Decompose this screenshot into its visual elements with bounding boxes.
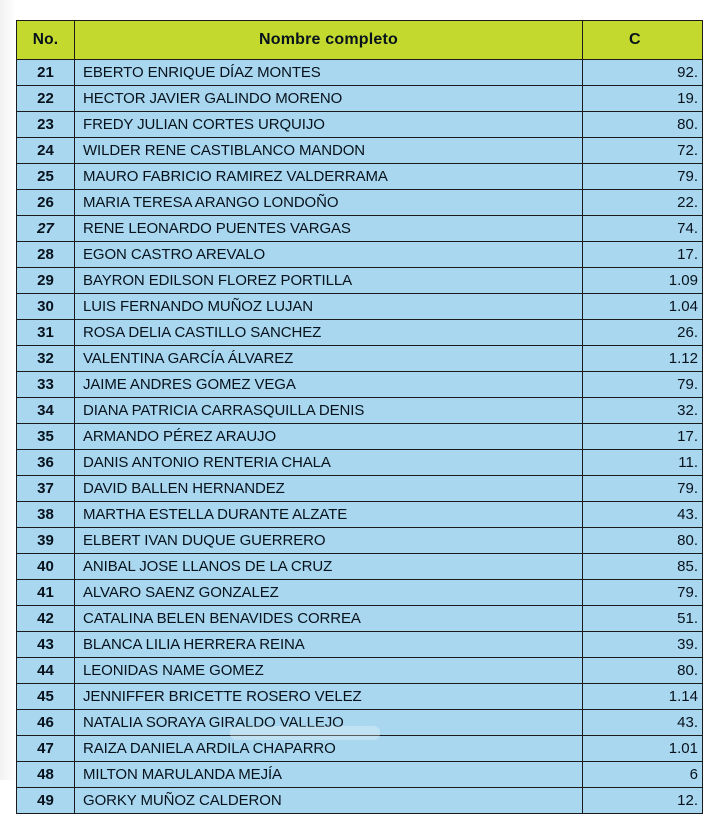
table-row bbox=[17, 476, 703, 502]
table-row bbox=[17, 216, 703, 242]
cell-value: 74. bbox=[583, 216, 703, 242]
cell-value: 12. bbox=[583, 788, 703, 814]
cell-full-name: ROSA DELIA CASTILLO SANCHEZ bbox=[75, 320, 583, 346]
table-row bbox=[17, 190, 703, 216]
cell-value: 1.12 bbox=[583, 346, 703, 372]
table-row bbox=[17, 554, 703, 580]
cell-full-name: HECTOR JAVIER GALINDO MORENO bbox=[75, 86, 583, 112]
cell-no: 38 bbox=[17, 502, 75, 528]
cell-no: 39 bbox=[17, 528, 75, 554]
cell-no: 28 bbox=[17, 242, 75, 268]
table-row bbox=[17, 294, 703, 320]
cell-full-name: DIANA PATRICIA CARRASQUILLA DENIS bbox=[75, 398, 583, 424]
cell-no: 49 bbox=[17, 788, 75, 814]
table-row bbox=[17, 762, 703, 788]
cell-value: 79. bbox=[583, 580, 703, 606]
cell-value: 19. bbox=[583, 86, 703, 112]
cell-full-name: DANIS ANTONIO RENTERIA CHALA bbox=[75, 450, 583, 476]
cell-no: 43 bbox=[17, 632, 75, 658]
cell-full-name: FREDY JULIAN CORTES URQUIJO bbox=[75, 112, 583, 138]
table-header-row bbox=[17, 21, 703, 60]
cell-full-name: JENNIFFER BRICETTE ROSERO VELEZ bbox=[75, 684, 583, 710]
cell-full-name: MARTHA ESTELLA DURANTE ALZATE bbox=[75, 502, 583, 528]
column-header-name: Nombre completo bbox=[75, 21, 583, 60]
cell-no: 33 bbox=[17, 372, 75, 398]
cell-no: 48 bbox=[17, 762, 75, 788]
cell-no: 24 bbox=[17, 138, 75, 164]
table-row bbox=[17, 346, 703, 372]
column-header-no: No. bbox=[17, 21, 75, 60]
cell-full-name: ARMANDO PÉREZ ARAUJO bbox=[75, 424, 583, 450]
cell-full-name: VALENTINA GARCÍA ÁLVAREZ bbox=[75, 346, 583, 372]
cell-no: 21 bbox=[17, 60, 75, 86]
table-row bbox=[17, 398, 703, 424]
table-header bbox=[17, 21, 703, 60]
cell-value: 79. bbox=[583, 164, 703, 190]
cell-no: 30 bbox=[17, 294, 75, 320]
cell-value: 11. bbox=[583, 450, 703, 476]
cell-value: 72. bbox=[583, 138, 703, 164]
cell-no: 36 bbox=[17, 450, 75, 476]
table-row bbox=[17, 164, 703, 190]
table-row bbox=[17, 86, 703, 112]
cell-value: 26. bbox=[583, 320, 703, 346]
cell-full-name: MILTON MARULANDA MEJÍA bbox=[75, 762, 583, 788]
cell-value: 43. bbox=[583, 502, 703, 528]
cell-full-name: LEONIDAS NAME GOMEZ bbox=[75, 658, 583, 684]
table-row bbox=[17, 606, 703, 632]
table-row bbox=[17, 138, 703, 164]
cell-full-name: MAURO FABRICIO RAMIREZ VALDERRAMA bbox=[75, 164, 583, 190]
cell-full-name: MARIA TERESA ARANGO LONDOÑO bbox=[75, 190, 583, 216]
cell-no: 22 bbox=[17, 86, 75, 112]
cell-value: 80. bbox=[583, 112, 703, 138]
cell-value: 17. bbox=[583, 424, 703, 450]
cell-full-name: EGON CASTRO AREVALO bbox=[75, 242, 583, 268]
cell-full-name: GORKY MUÑOZ CALDERON bbox=[75, 788, 583, 814]
cell-value: 80. bbox=[583, 658, 703, 684]
table-row bbox=[17, 632, 703, 658]
cell-full-name: CATALINA BELEN BENAVIDES CORREA bbox=[75, 606, 583, 632]
cell-no: 44 bbox=[17, 658, 75, 684]
cell-no: 40 bbox=[17, 554, 75, 580]
table-row bbox=[17, 320, 703, 346]
cell-value: 80. bbox=[583, 528, 703, 554]
table-row bbox=[17, 268, 703, 294]
cell-full-name: RAIZA DANIELA ARDILA CHAPARRO bbox=[75, 736, 583, 762]
table-row bbox=[17, 450, 703, 476]
cell-no: 41 bbox=[17, 580, 75, 606]
cell-full-name: LUIS FERNANDO MUÑOZ LUJAN bbox=[75, 294, 583, 320]
cell-full-name: BLANCA LILIA HERRERA REINA bbox=[75, 632, 583, 658]
table-row bbox=[17, 580, 703, 606]
table-row bbox=[17, 684, 703, 710]
people-table bbox=[16, 20, 703, 814]
cell-no: 34 bbox=[17, 398, 75, 424]
cell-value: 92. bbox=[583, 60, 703, 86]
cell-full-name: ALVARO SAENZ GONZALEZ bbox=[75, 580, 583, 606]
cell-value: 1.14 bbox=[583, 684, 703, 710]
cell-full-name: JAIME ANDRES GOMEZ VEGA bbox=[75, 372, 583, 398]
cell-no: 47 bbox=[17, 736, 75, 762]
table-row bbox=[17, 424, 703, 450]
cell-full-name: ANIBAL JOSE LLANOS DE LA CRUZ bbox=[75, 554, 583, 580]
cell-full-name: WILDER RENE CASTIBLANCO MANDON bbox=[75, 138, 583, 164]
cell-value: 17. bbox=[583, 242, 703, 268]
table-row bbox=[17, 658, 703, 684]
cell-value: 85. bbox=[583, 554, 703, 580]
cell-no: 31 bbox=[17, 320, 75, 346]
cell-no: 37 bbox=[17, 476, 75, 502]
table-row bbox=[17, 502, 703, 528]
cell-full-name: RENE LEONARDO PUENTES VARGAS bbox=[75, 216, 583, 242]
cell-value: 1.01 bbox=[583, 736, 703, 762]
table-row bbox=[17, 242, 703, 268]
cell-no: 27 bbox=[17, 216, 75, 242]
cell-value: 32. bbox=[583, 398, 703, 424]
cell-value: 79. bbox=[583, 476, 703, 502]
table-row bbox=[17, 372, 703, 398]
cell-no: 46 bbox=[17, 710, 75, 736]
cell-no: 26 bbox=[17, 190, 75, 216]
cell-full-name: NATALIA SORAYA GIRALDO VALLEJO bbox=[75, 710, 583, 736]
cell-value: 79. bbox=[583, 372, 703, 398]
column-header-value: C bbox=[583, 21, 703, 60]
cell-value: 1.04 bbox=[583, 294, 703, 320]
cell-no: 25 bbox=[17, 164, 75, 190]
cell-no: 32 bbox=[17, 346, 75, 372]
cell-value: 43. bbox=[583, 710, 703, 736]
cell-full-name: EBERTO ENRIQUE DÍAZ MONTES bbox=[75, 60, 583, 86]
table-row bbox=[17, 736, 703, 762]
cell-full-name: ELBERT IVAN DUQUE GUERRERO bbox=[75, 528, 583, 554]
cell-no: 35 bbox=[17, 424, 75, 450]
table-row bbox=[17, 528, 703, 554]
cell-no: 23 bbox=[17, 112, 75, 138]
cell-no: 29 bbox=[17, 268, 75, 294]
page-edge-shadow bbox=[0, 0, 16, 780]
table-row bbox=[17, 60, 703, 86]
cell-value: 1.09 bbox=[583, 268, 703, 294]
table-body bbox=[17, 60, 703, 814]
cell-full-name: DAVID BALLEN HERNANDEZ bbox=[75, 476, 583, 502]
table-row bbox=[17, 710, 703, 736]
cell-full-name: BAYRON EDILSON FLOREZ PORTILLA bbox=[75, 268, 583, 294]
cell-value: 39. bbox=[583, 632, 703, 658]
cell-no: 45 bbox=[17, 684, 75, 710]
cell-value: 51. bbox=[583, 606, 703, 632]
cell-no: 42 bbox=[17, 606, 75, 632]
table-row bbox=[17, 112, 703, 138]
cell-value: 6 bbox=[583, 762, 703, 788]
table-row bbox=[17, 788, 703, 814]
cell-value: 22. bbox=[583, 190, 703, 216]
